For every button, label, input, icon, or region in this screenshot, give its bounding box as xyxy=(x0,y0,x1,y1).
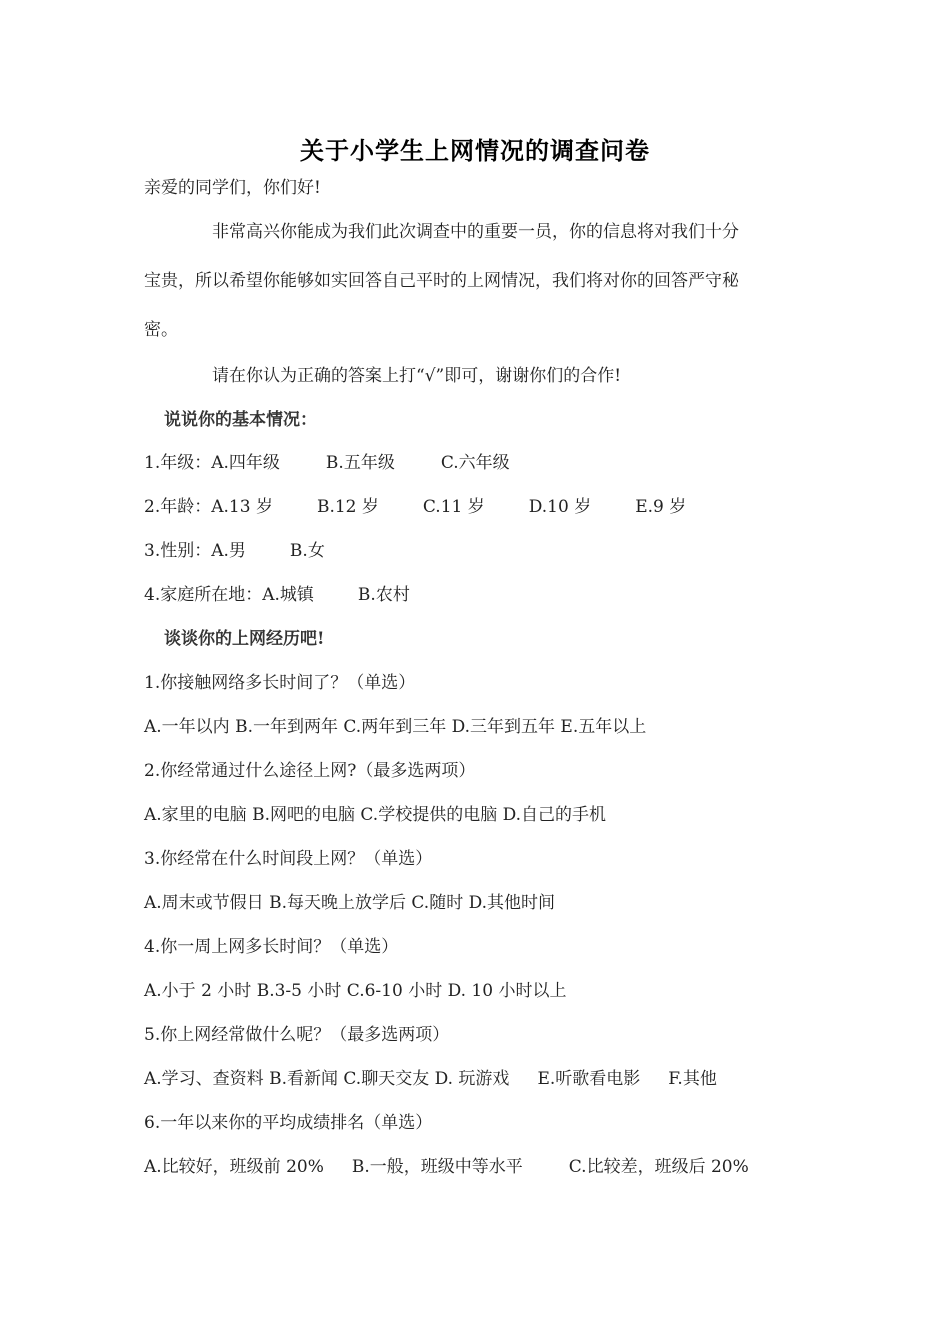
question-2-options[interactable]: A.家里的电脑 B.网吧的电脑 C.学校提供的电脑 D.自己的手机 xyxy=(144,805,607,825)
question-4-options[interactable]: A.小于 2 小时 B.3-5 小时 C.6-10 小时 D. 10 小时以上 xyxy=(144,981,567,1001)
option-c[interactable]: C.六年级 xyxy=(440,453,510,473)
question-label: 4.家庭所在地： xyxy=(144,585,263,605)
intro-line-1: 非常高兴你能成为我们此次调查中的重要一员，你的信息将对我们十分 xyxy=(212,222,739,242)
question-grade xyxy=(144,451,510,475)
question-5-text: 5.你上网经常做什么呢？（最多选两项） xyxy=(144,1025,450,1045)
question-1-options[interactable]: A.一年以内 B.一年到两年 C.两年到三年 D.三年到五年 E.五年以上 xyxy=(144,717,647,737)
option-d[interactable]: D.10 岁 xyxy=(528,497,592,517)
question-5-options xyxy=(144,1067,717,1091)
instruction: 请在你认为正确的答案上打“√”即可，谢谢你们的合作! xyxy=(212,366,622,386)
question-age xyxy=(144,495,686,519)
option-a[interactable]: A.男 xyxy=(211,541,246,561)
question-label: 2.年龄： xyxy=(144,497,212,517)
question-4-text: 4.你一周上网多长时间？（单选） xyxy=(144,937,399,957)
option-b[interactable]: B.12 岁 xyxy=(316,497,379,517)
option-f[interactable]: F.其他 xyxy=(668,1069,717,1089)
option-b[interactable]: B.五年级 xyxy=(325,453,395,473)
option-e[interactable]: E.听歌看电影 xyxy=(537,1069,641,1089)
greeting: 亲爱的同学们，你们好! xyxy=(144,178,321,198)
question-6-options xyxy=(144,1155,749,1179)
question-1-text: 1.你接触网络多长时间了？（单选） xyxy=(144,673,416,693)
question-home-location xyxy=(144,583,410,607)
section-heading-internet-experience: 谈谈你的上网经历吧! xyxy=(164,629,325,649)
option-c[interactable]: C.11 岁 xyxy=(422,497,485,517)
option-a[interactable]: A.13 岁 xyxy=(211,497,273,517)
section-heading-basic-info: 说说你的基本情况： xyxy=(164,410,317,430)
option-b[interactable]: B.女 xyxy=(289,541,325,561)
page-title: 关于小学生上网情况的调查问卷 xyxy=(300,136,650,165)
question-3-options[interactable]: A.周末或节假日 B.每天晚上放学后 C.随时 D.其他时间 xyxy=(144,893,556,913)
question-label: 1.年级： xyxy=(144,453,212,473)
option-a[interactable]: A.四年级 xyxy=(211,453,280,473)
option-a[interactable]: A.比较好，班级前 20% xyxy=(144,1157,324,1177)
option-a[interactable]: A.城镇 xyxy=(262,585,314,605)
intro-line-2: 宝贵，所以希望你能够如实回答自己平时的上网情况，我们将对你的回答严守秘 xyxy=(144,271,739,291)
option-group-a-d[interactable]: A.学习、查资料 B.看新闻 C.聊天交友 D. 玩游戏 xyxy=(144,1069,510,1089)
intro-line-3: 密。 xyxy=(144,320,178,340)
option-b[interactable]: B.一般，班级中等水平 xyxy=(351,1157,523,1177)
question-6-text: 6.一年以来你的平均成绩排名（单选） xyxy=(144,1113,433,1133)
option-e[interactable]: E.9 岁 xyxy=(635,497,687,517)
option-b[interactable]: B.农村 xyxy=(357,585,410,605)
question-3-text: 3.你经常在什么时间段上网？（单选） xyxy=(144,849,433,869)
option-c[interactable]: C.比较差，班级后 20% xyxy=(568,1157,749,1177)
question-label: 3.性别： xyxy=(144,541,212,561)
question-gender xyxy=(144,539,325,563)
question-2-text: 2.你经常通过什么途径上网?（最多选两项） xyxy=(144,761,476,781)
